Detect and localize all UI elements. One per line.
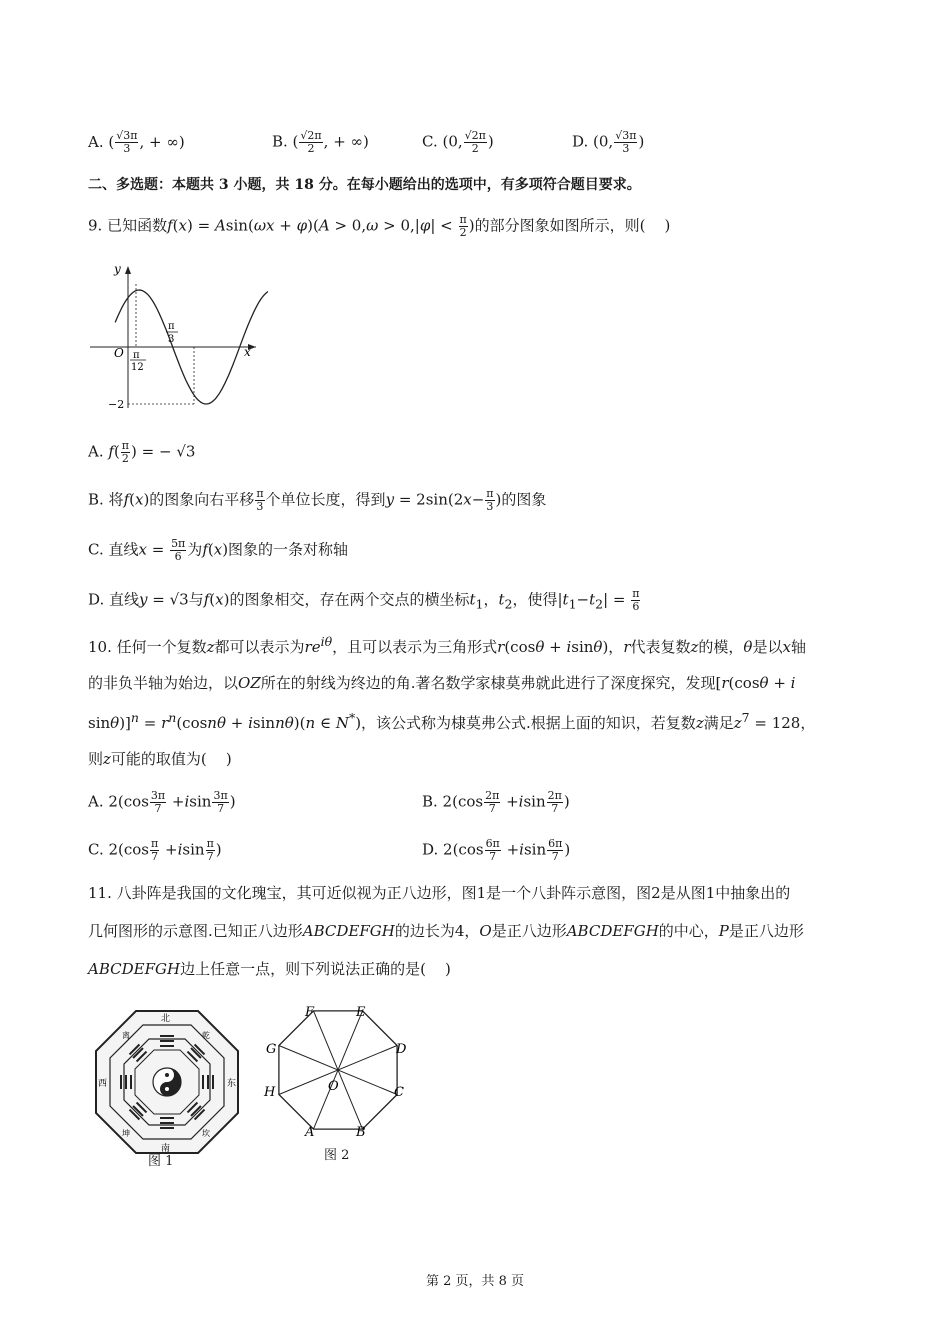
q10-line-2: 的非负半轴为始边，以OZ所在的射线为终边的角.著名数学家棣莫弗就此进行了深度探究，发现[r(cosθ + i bbox=[88, 674, 796, 692]
q8-option-d: D. (0, $\frac{√3\pi}{3}$ ) bbox=[572, 129, 645, 155]
bagua-char-east: 东 bbox=[227, 1079, 237, 1089]
y-label: y bbox=[114, 262, 121, 276]
page-footer: 第 2 页，共 8 页 bbox=[425, 1274, 525, 1289]
q10-option-b: B. 2(cos $\frac{2\pi}{7}$ +isin $\frac{2\pi}{7}$ ) bbox=[422, 789, 570, 815]
vertex-A: A bbox=[305, 1125, 315, 1140]
vertex-F: F bbox=[305, 1005, 315, 1020]
bagua-char-north: 北 bbox=[161, 1014, 171, 1024]
q9-option-d: D. 直线y = √3与f(x)的图象相交，存在两个交点的横坐标$t_1$，$t_2$，使得$|t_1-t_2|$ = $\frac{\pi}{6}$ bbox=[88, 587, 640, 613]
minus2-label: −2 bbox=[108, 398, 125, 411]
figure-2-caption: 图 2 bbox=[324, 1148, 350, 1163]
q11-line-1: 11. 八卦阵是我国的文化瑰宝，其可近似视为正八边形，图1是一个八卦阵示意图，图2是从图1中抽象出的 bbox=[88, 884, 791, 902]
pi3-den: 3 bbox=[168, 334, 175, 345]
bagua-char-south: 南 bbox=[161, 1144, 171, 1154]
bagua-figure bbox=[92, 1008, 242, 1158]
q11-line-2: 几何图形的示意图.已知正八边形ABCDEFGH的边长为4，O是正八边形ABCDEFGH的中心，P是正八边形 bbox=[88, 922, 804, 940]
q11-line-3: ABCDEFGH边上任意一点，则下列说法正确的是( ) bbox=[88, 960, 451, 978]
pi12-num: π bbox=[133, 350, 140, 361]
q10-option-a: A. 2(cos $\frac{3\pi}{7}$ +isin $\frac{3\pi}{7}$ ) bbox=[88, 789, 236, 815]
q10-line-3: $\sin\theta)]^n = r^n(\cos n\theta + isinn\theta)(n$ ∈ N*)，该公式称为棣莫弗公式.根据上面的知识，若复数z满足$z^7 = 128$， bbox=[88, 710, 816, 732]
q9-option-a: A. f( $\frac{\pi}{2}$ ) = − √3 bbox=[88, 439, 196, 465]
bagua-char-qian: 乾 bbox=[202, 1031, 210, 1040]
yin-dot bbox=[165, 1087, 169, 1091]
bagua-char-li: 离 bbox=[122, 1031, 130, 1040]
bagua-char-kun: 坤 bbox=[122, 1129, 130, 1138]
q10-line-4: 则z可能的取值为( ) bbox=[88, 750, 232, 768]
q9-option-c: C. 直线x = $\frac{5\pi}{6}$ 为f(x)图象的一条对称轴 bbox=[88, 537, 349, 563]
bagua-char-west: 西 bbox=[98, 1079, 108, 1089]
vertex-H: H bbox=[264, 1085, 276, 1100]
q8-option-b: B. ( $\frac{√2\pi}{2}$ , + ∞) bbox=[272, 129, 369, 155]
q10-option-c: C. 2(cos $\frac{\pi}{7}$ +isin $\frac{\pi}{7}$ ) bbox=[88, 837, 222, 863]
q10-option-d: D. 2(cos $\frac{6\pi}{7}$ +isin $\frac{6\pi}{7}$ ) bbox=[422, 837, 571, 863]
q8-option-c: C. (0, $\frac{√2\pi}{2}$ ) bbox=[422, 129, 494, 155]
octagon-shape bbox=[279, 1011, 397, 1129]
vertex-B: B bbox=[356, 1125, 366, 1140]
pi3-num: π bbox=[168, 321, 175, 332]
q9-option-b: B. 将f(x)的图象向右平移 $\frac{\pi}{3}$ 个单位长度，得到y = 2sin(2x− $\frac{\pi}{3}$ )的图象 bbox=[88, 487, 547, 513]
center-O: O bbox=[328, 1079, 339, 1094]
bagua-char-kan: 坎 bbox=[202, 1129, 210, 1138]
y-axis-arrow-icon bbox=[125, 266, 131, 274]
vertex-C: C bbox=[394, 1085, 404, 1100]
vertex-E: E bbox=[356, 1005, 366, 1020]
x-label: x bbox=[244, 345, 251, 359]
figure-1-caption: 图 1 bbox=[148, 1154, 174, 1169]
q9-sine-graph bbox=[88, 258, 268, 414]
q10-line-1: 10. 任何一个复数z都可以表示为$re^{i\theta}$，且可以表示为三角形式r(cosθ + isinθ)，r代表复数z的模，θ是以x轴 bbox=[88, 634, 806, 656]
q8-option-a-text: A. ( $\frac{√3\pi}{3}$ , + ∞) bbox=[88, 129, 185, 155]
section-title: 二、多选题：本题共 3 小题，共 18 分。在每小题给出的选项中，有多项符合题目要求。 bbox=[88, 177, 641, 193]
vertex-D: D bbox=[396, 1042, 407, 1057]
vertex-G: G bbox=[266, 1042, 277, 1057]
q8-option-a bbox=[88, 130, 185, 155]
q9-stem: 9. 已知函数f(x) = Asin(ωx + φ)(A > 0,ω > 0,|φ| < $\frac{\pi}{2}$ )的部分图象如图所示，则( ) bbox=[88, 213, 671, 239]
octagon-figure bbox=[258, 998, 418, 1144]
origin-label: O bbox=[114, 346, 124, 360]
yang-dot bbox=[165, 1073, 169, 1077]
pi12-den: 12 bbox=[131, 362, 144, 373]
